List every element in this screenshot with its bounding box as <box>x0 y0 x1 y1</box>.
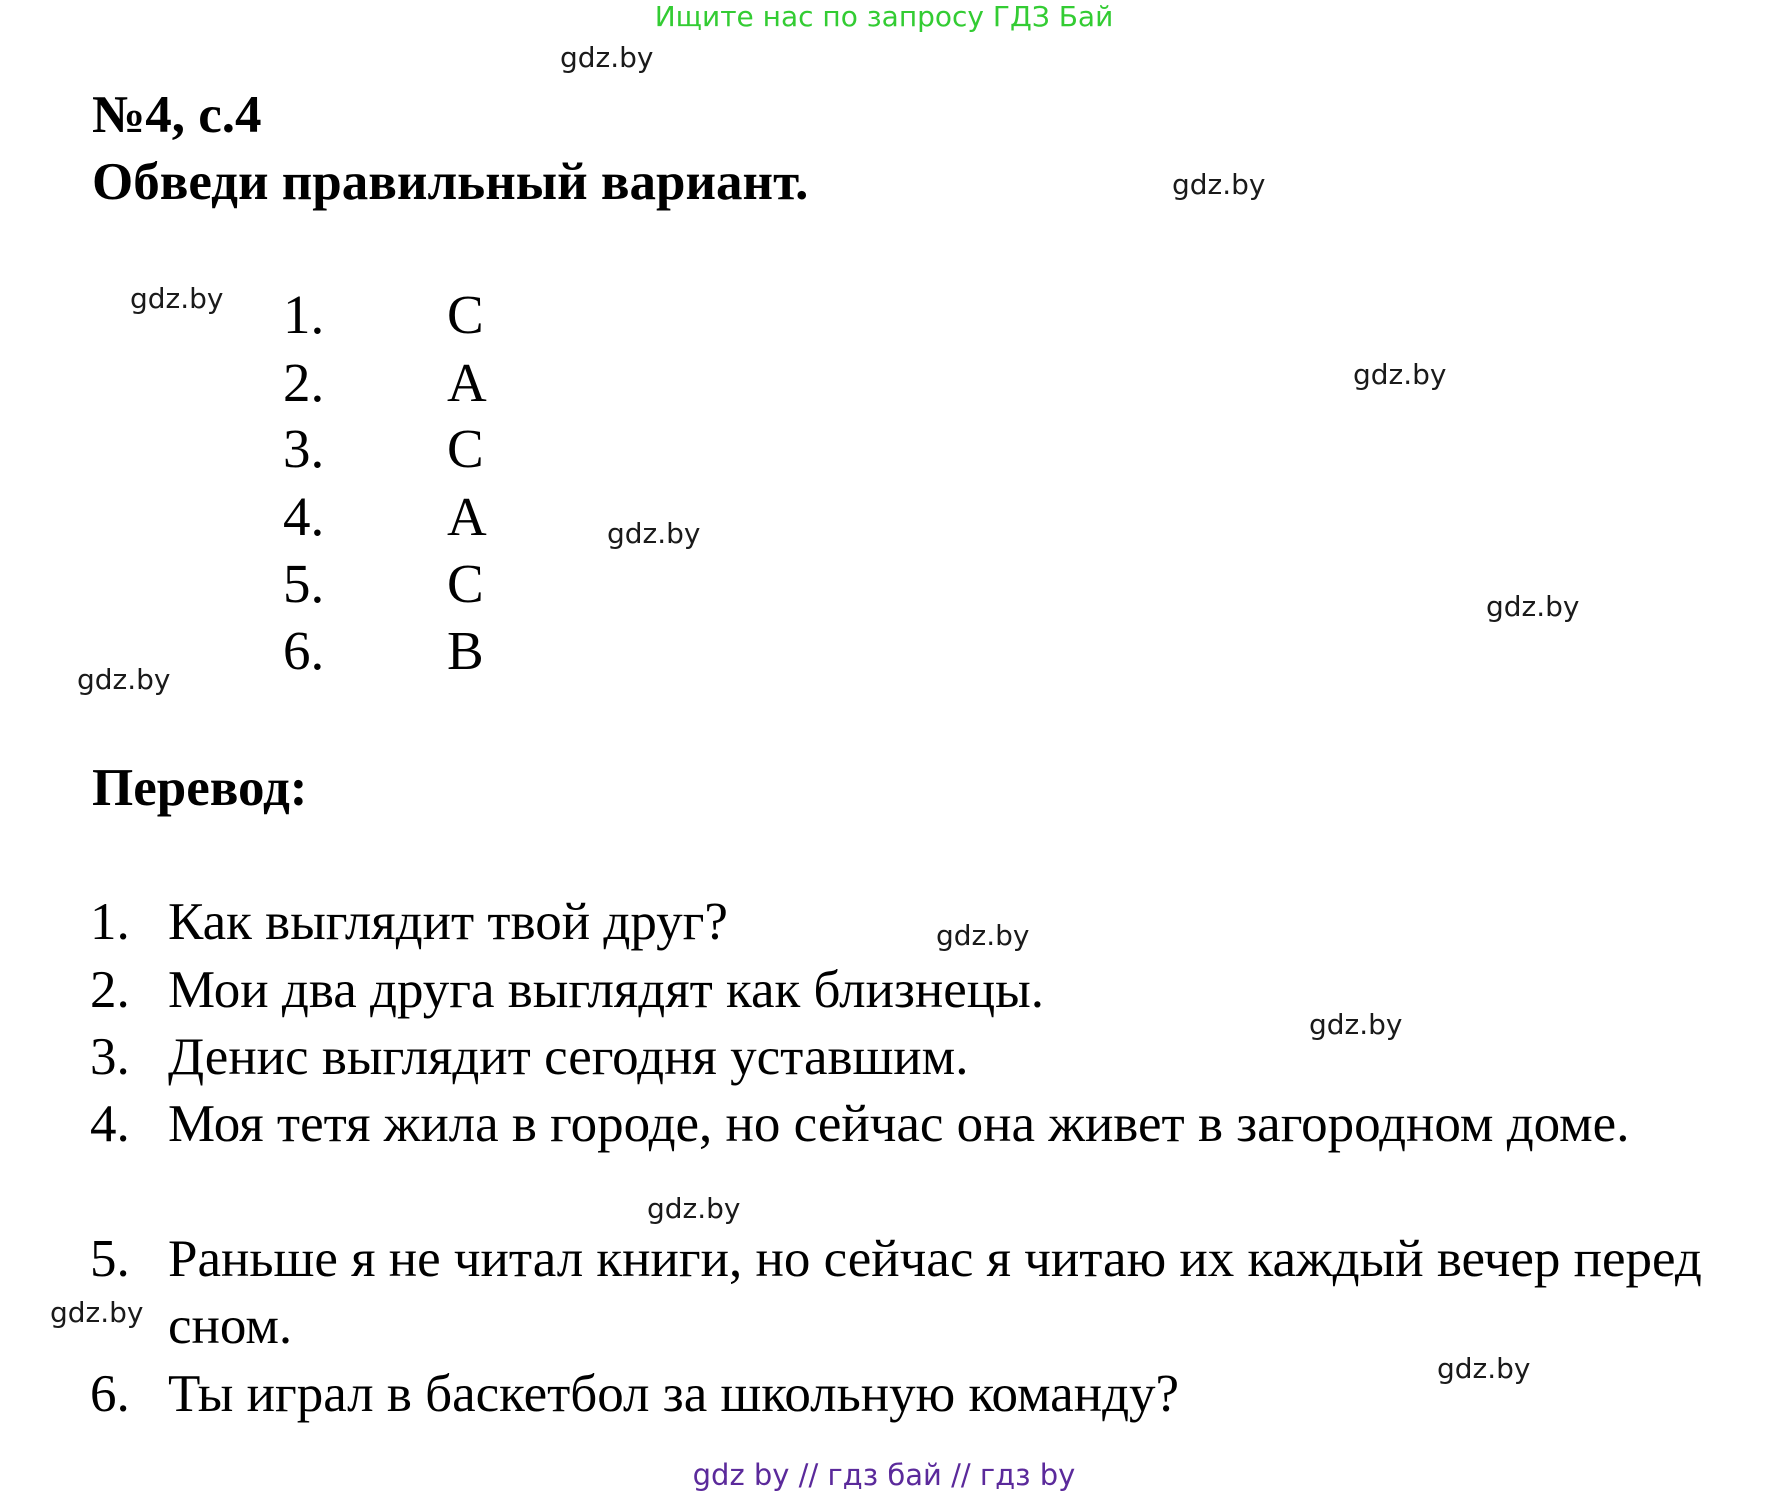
translation-text: Денис выглядит сегодня уставшим. <box>168 1028 969 1086</box>
watermark: gdz.by <box>1353 358 1447 391</box>
watermark: gdz.by <box>1172 168 1266 201</box>
answer-number: 5. <box>283 553 325 614</box>
translation-number: 4. <box>90 1095 130 1153</box>
answer-letter: B <box>447 620 484 681</box>
watermark: gdz.by <box>607 517 701 550</box>
answer-letter: C <box>447 418 484 479</box>
translation-heading: Перевод: <box>92 759 308 817</box>
watermark: gdz.by <box>647 1192 741 1225</box>
translation-text: Мои два друга выглядят как близнецы. <box>168 961 1045 1019</box>
translation-text: Как выглядит твой друг? <box>168 893 728 951</box>
translation-text: Раньше я не читал книги, но сейчас я читаю их каждый вечер перед сном. <box>168 1230 1702 1355</box>
translation-number: 5. <box>90 1230 130 1288</box>
watermark: gdz.by <box>130 282 224 315</box>
answer-number: 1. <box>283 284 325 345</box>
answer-number: 3. <box>283 418 325 479</box>
top-banner[interactable]: Ищите нас по запросу ГДЗ Бай <box>654 0 1114 33</box>
answer-letter: C <box>447 284 484 345</box>
answer-letter: A <box>447 486 487 547</box>
translation-number: 6. <box>90 1365 130 1423</box>
translation-number: 2. <box>90 961 130 1019</box>
watermark: gdz.by <box>1437 1352 1531 1385</box>
watermark: gdz.by <box>936 919 1030 952</box>
watermark: gdz.by <box>1486 590 1580 623</box>
watermark: gdz.by <box>77 663 171 696</box>
translation-text: Ты играл в баскетбол за школьную команду? <box>168 1365 1180 1423</box>
translation-number: 3. <box>90 1028 130 1086</box>
answer-number: 4. <box>283 486 325 547</box>
watermark: gdz.by <box>1309 1008 1403 1041</box>
footer-links[interactable]: gdz by // гдз бай // гдз by <box>692 1458 1076 1492</box>
answer-number: 6. <box>283 620 325 681</box>
task-number: №4, с.4 <box>92 86 262 144</box>
translation-number: 1. <box>90 893 130 951</box>
answer-letter: C <box>447 553 484 614</box>
watermark: gdz.by <box>50 1296 144 1329</box>
watermark: gdz.by <box>560 41 654 74</box>
answer-number: 2. <box>283 352 325 413</box>
translation-text: Моя тетя жила в городе, но сейчас она живет в загородном доме. <box>168 1095 1630 1153</box>
answer-letter: A <box>447 352 487 413</box>
instruction: Обведи правильный вариант. <box>92 153 809 211</box>
